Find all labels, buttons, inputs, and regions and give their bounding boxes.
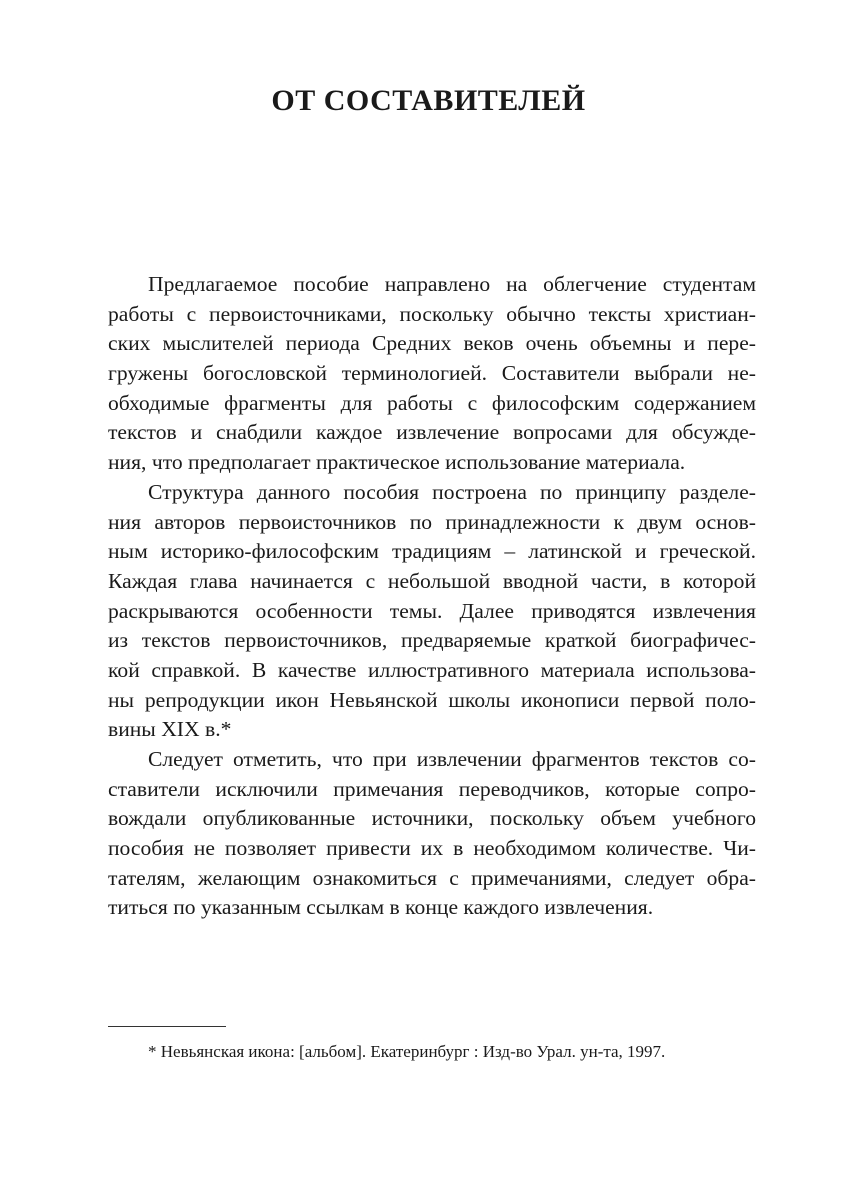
text-line: тателям, желающим ознакомиться с примечаниями, следует обра- xyxy=(108,865,756,890)
text-line: Каждая глава начинается с небольшой вводной части, в которой xyxy=(108,568,756,593)
text-line: гружены богословской терминологией. Составители выбрали не- xyxy=(108,361,756,386)
text-line: вины XIX в.* xyxy=(108,717,232,742)
text-line: ны репродукции икон Невьянской школы иконописи первой поло- xyxy=(108,687,756,712)
text-line: ских мыслителей периода Средних веков очень объемны и пере- xyxy=(108,331,756,356)
page-title: ОТ СОСТАВИТЕЛЕЙ xyxy=(271,84,586,117)
text-line: ным историко-философским традициям – латинской и греческой. xyxy=(108,539,756,564)
text-line: Структура данного пособия построена по принципу разделе- xyxy=(148,479,756,504)
text-line: работы с первоисточниками, поскольку обычно тексты христиан- xyxy=(108,301,756,326)
text-line: Предлагаемое пособие направлено на облегчение студентам xyxy=(148,272,756,296)
text-line: текстов и снабдили каждое извлечение вопросами для обсужде- xyxy=(108,420,756,445)
footnote-divider xyxy=(108,1026,226,1027)
text-line: обходимые фрагменты для работы с философским содержанием xyxy=(108,390,756,415)
body-text xyxy=(108,270,756,923)
text-line: ния авторов первоисточников по принадлежности к двум основ- xyxy=(108,509,756,534)
text-line: из текстов первоисточников, предваряемые краткой биографичес- xyxy=(108,628,756,653)
text-line: титься по указанным ссылкам в конце каждого извлечения. xyxy=(108,895,654,920)
text-line: ния, что предполагает практическое использование материала. xyxy=(108,450,686,475)
text-line: раскрываются особенности темы. Далее приводятся извлечения xyxy=(108,598,756,623)
text-line: вождали опубликованные источники, поскольку объем учебного xyxy=(108,806,756,831)
text-line: Следует отметить, что при извлечении фрагментов текстов со- xyxy=(148,747,756,771)
footnote: * Невьянская икона: [альбом]. Екатеринбург : Изд-во Урал. ун-та, 1997. xyxy=(148,1042,666,1061)
text-line: пособия не позволяет привести их в необходимом количестве. Чи- xyxy=(108,836,756,861)
paragraph-1 xyxy=(108,270,756,478)
text-line: ставители исключили примечания переводчиков, которые сопро- xyxy=(108,776,756,801)
paragraph-3 xyxy=(108,745,756,923)
text-line: кой справкой. В качестве иллюстративного материала использова- xyxy=(108,657,756,682)
paragraph-2 xyxy=(108,478,756,745)
